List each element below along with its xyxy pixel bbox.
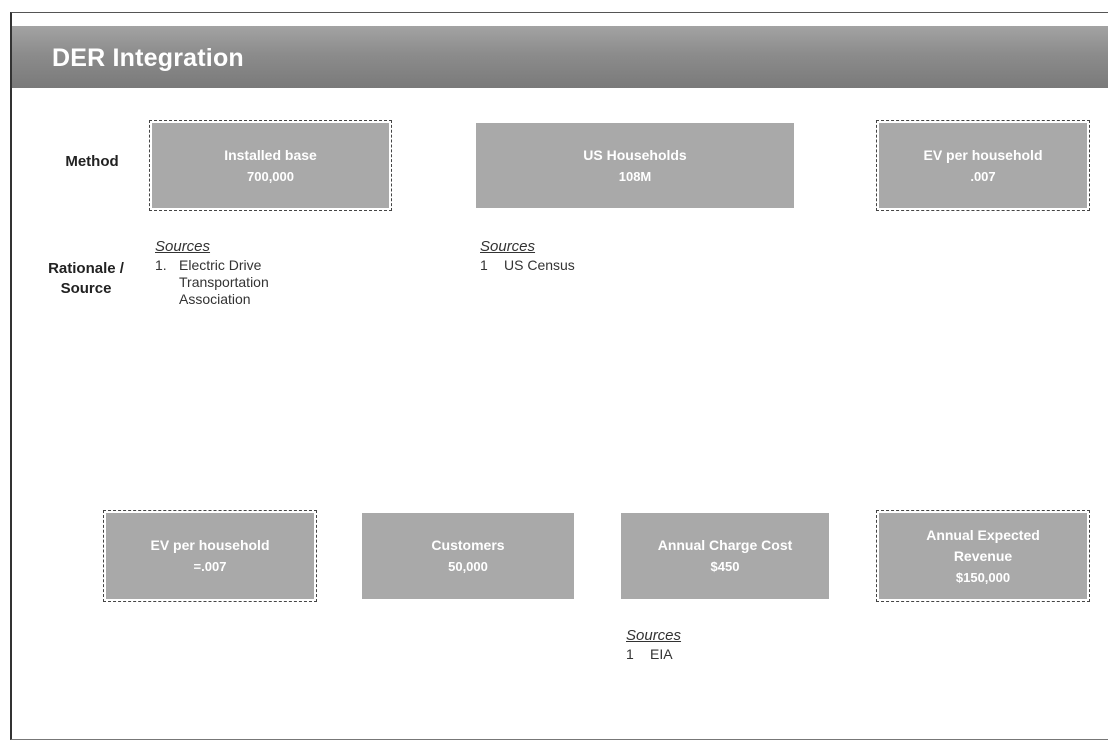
- source-number: 1: [480, 257, 488, 273]
- installed-base-label: Installed base: [224, 146, 317, 163]
- source-text: US Census: [504, 257, 575, 273]
- sources-installed-base: [155, 238, 355, 308]
- source-item: [155, 257, 355, 308]
- method-label: Method: [65, 153, 119, 170]
- annual-expected-revenue-label: Annual Expected Revenue: [926, 526, 1040, 564]
- slide-title: DER Integration: [52, 44, 244, 72]
- us-households-value: 108M: [618, 168, 652, 184]
- customers-box: [362, 513, 574, 599]
- ev-per-household-box: [879, 123, 1087, 208]
- source-item: [626, 646, 826, 663]
- source-number: 1.: [155, 257, 167, 273]
- installed-base-box: [152, 123, 389, 208]
- sources-annual-charge-cost: [626, 627, 826, 663]
- source-item: [480, 257, 680, 274]
- ev-per-household-calc-value: =.007: [193, 559, 227, 574]
- ev-per-household-label: EV per household: [923, 146, 1043, 163]
- annual-expected-revenue-box: [879, 513, 1087, 599]
- annual-expected-revenue-value: $150,000: [955, 569, 1011, 585]
- installed-base-value: 700,000: [247, 168, 294, 184]
- source-text: Electric Drive Transportation Association: [179, 257, 269, 307]
- sources-heading: Sources: [626, 627, 682, 644]
- source-number: 1: [626, 646, 634, 662]
- customers-value: 50,000: [448, 559, 488, 574]
- sources-heading: Sources: [155, 238, 211, 255]
- annual-charge-cost-label: Annual Charge Cost: [657, 537, 793, 553]
- sources-heading: Sources: [480, 238, 536, 255]
- customers-label: Customers: [431, 537, 505, 553]
- source-text: EIA: [650, 646, 673, 662]
- sources-us-households: [480, 238, 680, 274]
- rationale-source-label: Rationale / Source: [48, 260, 124, 297]
- us-households-box: [476, 123, 794, 208]
- ev-per-household-calc-box: [106, 513, 314, 599]
- slide-frame: [10, 12, 1108, 740]
- annual-charge-cost-box: [621, 513, 829, 599]
- annual-charge-cost-value: $450: [710, 559, 740, 574]
- ev-per-household-calc-label: EV per household: [150, 537, 270, 553]
- us-households-label: US Households: [583, 146, 687, 163]
- ev-per-household-value: .007: [970, 168, 996, 184]
